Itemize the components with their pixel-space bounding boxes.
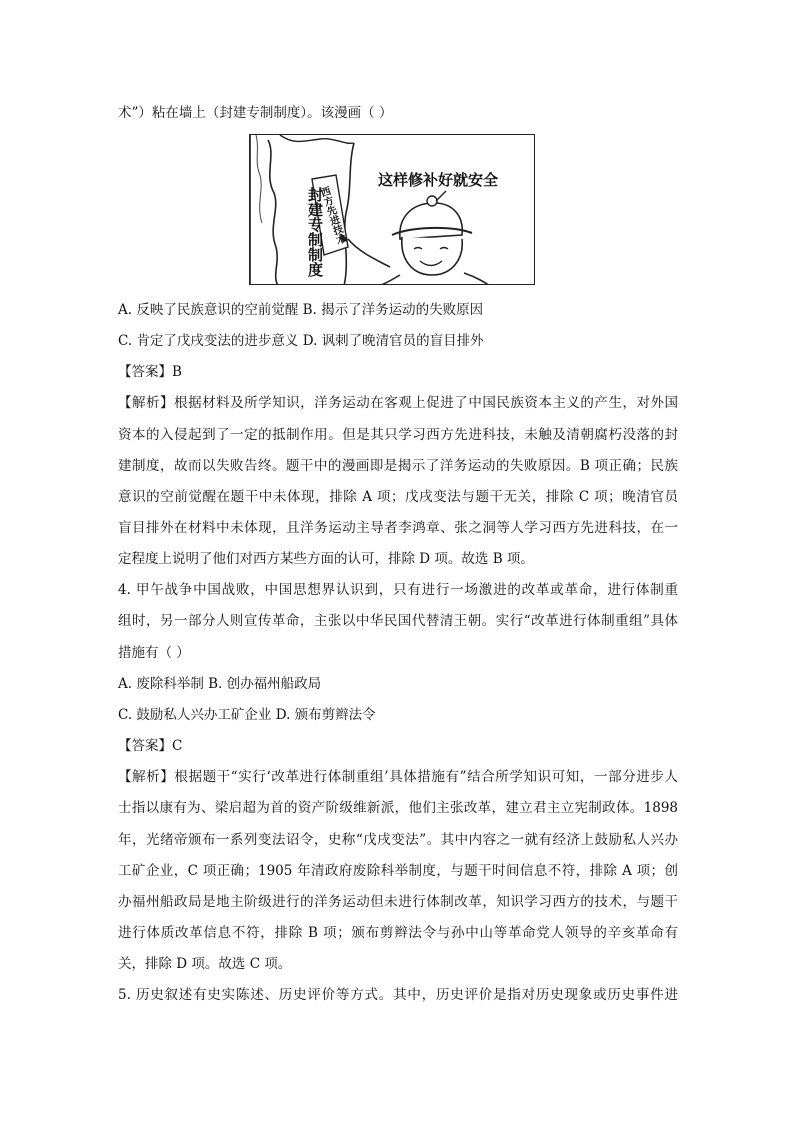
line-21: 进行体质改革信息不符，排除 B 项；颁布剪辫法令与孙中山等革命党人领导的辛亥革命有	[118, 925, 678, 941]
line-20: 办福州船政局是地主阶级进行的洋务运动但未进行体制改革，知识学习西方的技术，与题干	[118, 894, 678, 910]
line-23: 5. 历史叙述有史实陈述、历史评价等方式。其中，历史评价是指对历史现象或历史事件进	[118, 987, 678, 1003]
line-14: C. 鼓励私人兴办工矿企业 D. 颁布剪辫法令	[118, 707, 376, 723]
line-12: 措施有（ ）	[118, 645, 190, 661]
line-5: 资本的入侵起到了一定的抵制作用。但是其只学习西方先进科技，未触及清朝腐朽没落的封	[118, 427, 678, 443]
line-2: C. 肯定了戊戌变法的进步意义 D. 讽刺了晚清官员的盲目排外	[118, 333, 484, 349]
cartoon-figure	[249, 134, 535, 285]
line-6: 建制度，故而以失败告终。题干中的漫画即是揭示了洋务运动的失败原因。B 项正确；民族	[118, 458, 678, 474]
line-10: 4. 甲午战争中国战败，中国思想界认识到，只有进行一场激进的改革或革命，进行体制重	[118, 582, 678, 598]
line-8: 盲目排外在材料中未体现，且洋务运动主导者李鸿章、张之洞等人学习西方先进科技，在一	[118, 520, 678, 536]
line-17: 士指以康有为、梁启超为首的资产阶级维新派，他们主张改革，建立君主立宪制政体。1898	[118, 800, 678, 816]
line-19: 工矿企业，C 项正确；1905 年清政府废除科举制度，与题干时间信息不符，排除 A 项；创	[118, 863, 678, 879]
line-16: 【解析】根据题干“实行‘改革进行体制重组’具体措施有”结合所学知识可知，一部分进步人	[118, 769, 678, 785]
line-15: 【答案】C	[118, 738, 183, 754]
line-0: 术”）粘在墙上（封建专制制度）。该漫画（ ）	[118, 105, 393, 121]
line-11: 组时，另一部分人则宣传革命，主张以中华民国代替清王朝。实行“改革进行体制重组”具体	[118, 613, 678, 629]
wall-label: 封建专制制度	[306, 187, 324, 277]
line-7: 意识的空前觉醒在题干中未体现，排除 A 项；戊戌变法与题干无关，排除 C 项；晚清官员	[118, 489, 678, 505]
line-1: A. 反映了民族意识的空前觉醒 B. 揭示了洋务运动的失败原因	[118, 302, 484, 318]
speech-text: 这样修补好就安全	[378, 171, 499, 189]
line-22: 关，排除 D 项。故选 C 项。	[118, 956, 292, 972]
patch-label: 西方先进技术	[317, 185, 347, 247]
line-13: A. 废除科举制 B. 创办福州船政局	[118, 676, 322, 692]
line-18: 年，光绪帝颁布一系列变法诏令，史称“戊戌变法”。其中内容之一就有经济上鼓励私人兴办	[118, 832, 678, 848]
line-9: 定程度上说明了他们对西方某些方面的认可，排除 D 项。故选 B 项。	[118, 551, 534, 567]
line-3: 【答案】B	[118, 364, 182, 380]
line-4: 【解析】根据材料及所学知识，洋务运动在客观上促进了中国民族资本主义的产生，对外国	[118, 395, 678, 411]
